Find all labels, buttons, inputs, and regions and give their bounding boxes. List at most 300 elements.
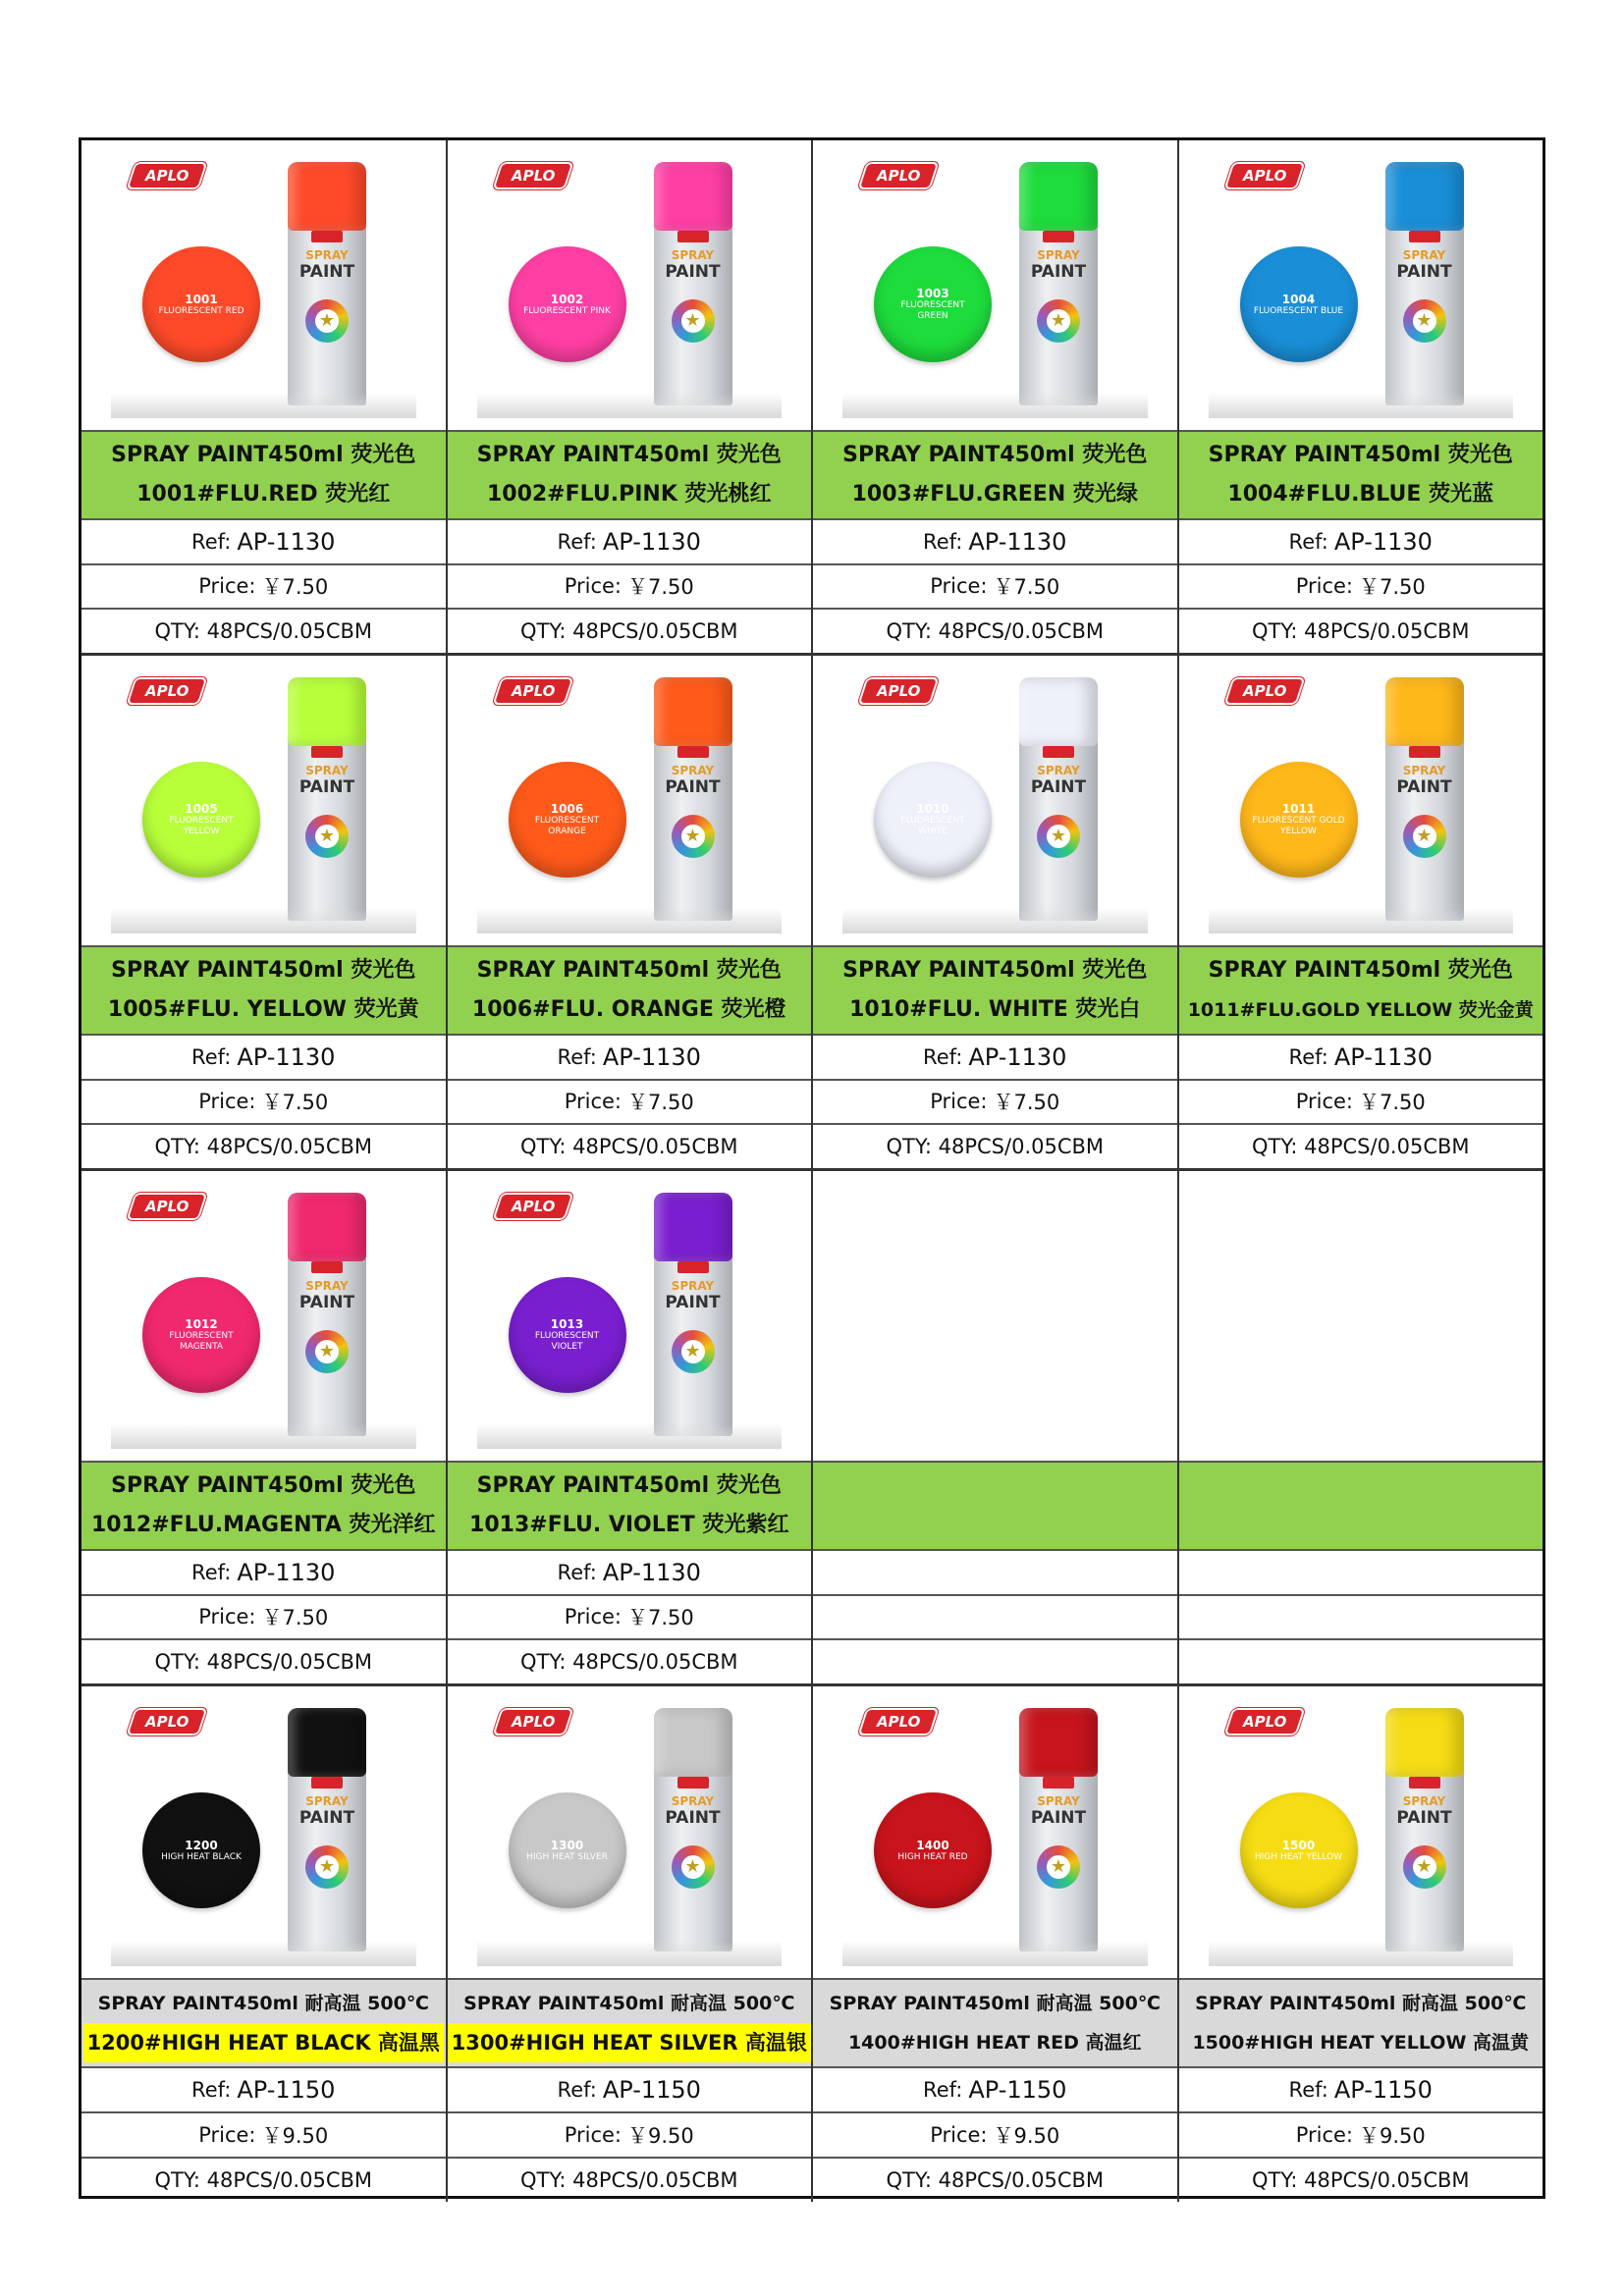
ref-value: AP-1130: [968, 1042, 1067, 1071]
can-paint-text: PAINT: [1396, 1808, 1452, 1828]
can-body: [288, 1769, 366, 1951]
spray-can: [1385, 162, 1464, 405]
shelf-reflection: [477, 1423, 783, 1449]
qty-value: QTY: 48PCS/0.05CBM: [886, 619, 1105, 644]
qty-value: QTY: 48PCS/0.05CBM: [886, 2168, 1105, 2192]
qty-value: QTY: 48PCS/0.05CBM: [886, 1135, 1105, 1159]
product-name-line1: SPRAY PAINT450ml 荧光色: [476, 958, 782, 984]
can-cap: [1385, 162, 1464, 231]
product-name-line2: 1300#HIGH HEAT SILVER 高温银: [448, 2023, 811, 2062]
can-paint-text: PAINT: [1030, 262, 1087, 282]
price-value: ￥7.50: [261, 575, 329, 600]
swatch-label: HIGH HEAT YELLOW: [1254, 1851, 1343, 1862]
swatch-label: HIGH HEAT RED: [897, 1851, 968, 1862]
price-label: Price:: [1295, 574, 1354, 599]
price-value: ￥7.50: [993, 575, 1060, 600]
star-emblem-icon: ★: [1403, 299, 1446, 343]
product-name-line1: SPRAY PAINT450ml 荧光色: [842, 958, 1148, 984]
price-label: Price:: [930, 1090, 988, 1114]
can-paint-text: PAINT: [1030, 777, 1087, 797]
price-label: Price:: [198, 1605, 256, 1629]
product-cell: [811, 656, 1177, 1168]
price-value: ￥9.50: [1359, 2124, 1426, 2148]
qty-row: [813, 1125, 1177, 1168]
product-image: [81, 1686, 446, 1980]
product-cell: [81, 1686, 446, 2202]
can-body: [654, 223, 732, 405]
product-name-line2: 1012#FLU.MAGENTA 荧光洋红: [90, 1513, 436, 1538]
product-cell: [1177, 1686, 1543, 2202]
product-catalog-table: [79, 137, 1545, 2199]
spray-can: [654, 162, 732, 405]
swatch-label: FLUORESCENT RED: [158, 305, 244, 316]
swatch-label: FLUORESCENT MAGENTA: [169, 1331, 234, 1352]
price-label: Price:: [198, 2123, 256, 2147]
star-emblem-icon: ★: [305, 815, 349, 858]
price-row: [813, 1596, 1177, 1641]
star-emblem-icon: ★: [305, 1330, 349, 1373]
aplo-logo-text: APLO: [1242, 682, 1286, 700]
color-swatch: [874, 1792, 992, 1908]
swatch-code: 1500: [1281, 1838, 1316, 1852]
product-name-line2: 1200#HIGH HEAT BLACK 高温黑: [83, 2023, 444, 2062]
aplo-logo: [1226, 164, 1303, 187]
price-row: [1179, 2113, 1543, 2159]
product-image: [813, 1686, 1177, 1980]
price-value: ￥7.50: [627, 1091, 694, 1115]
ref-label: Ref:: [191, 1560, 232, 1584]
swatch-code: 1300: [550, 1838, 584, 1852]
swatch-code: 1010: [916, 802, 949, 816]
ref-label: Ref:: [557, 2078, 597, 2102]
product-cell: [81, 140, 446, 653]
spray-can: [1019, 1708, 1098, 1951]
can-spray-text: SPRAY: [1402, 248, 1446, 262]
aplo-logo-text: APLO: [511, 167, 555, 185]
product-name-line2: 1002#FLU.PINK 荧光桃红: [486, 482, 772, 507]
can-paint-text: PAINT: [298, 1293, 355, 1312]
swatch-label: FLUORESCENT VIOLET: [534, 1331, 600, 1352]
ref-row: [81, 520, 446, 565]
can-body: [288, 223, 366, 405]
catalog-row-3: [81, 1171, 1543, 1686]
price-label: Price:: [1295, 1090, 1354, 1114]
can-brand-logo: [677, 1261, 709, 1273]
swatch-label: HIGH HEAT SILVER: [526, 1851, 608, 1862]
ref-row: [81, 1551, 446, 1596]
product-image: [1179, 140, 1543, 432]
ref-label: Ref:: [191, 529, 232, 554]
can-brand-logo: [677, 1777, 709, 1789]
product-name-line1: SPRAY PAINT450ml 耐高温 500℃: [97, 1993, 429, 2014]
product-name-line1: SPRAY PAINT450ml 耐高温 500℃: [829, 1993, 1161, 2014]
can-cap: [1019, 677, 1098, 746]
star-emblem-icon: ★: [305, 299, 349, 343]
qty-value: QTY: 48PCS/0.05CBM: [519, 1135, 738, 1159]
star-emblem-icon: ★: [1403, 1845, 1446, 1889]
swatch-code: 1012: [185, 1317, 218, 1331]
qty-row: [1179, 610, 1543, 653]
star-emblem-icon: ★: [672, 815, 715, 858]
empty-image-area: [1179, 1171, 1543, 1463]
can-spray-text: SPRAY: [1037, 764, 1080, 777]
price-row: [448, 565, 812, 611]
shelf-reflection: [111, 908, 416, 934]
product-name-band: [81, 432, 446, 519]
product-name-line2: 1400#HIGH HEAT RED 高温红: [847, 2032, 1142, 2054]
spray-can: [654, 1708, 732, 1951]
color-swatch: [142, 762, 260, 878]
can-body: [654, 1254, 732, 1436]
can-body: [654, 738, 732, 921]
product-name-line2: 1011#FLU.GOLD YELLOW 荧光金黄: [1187, 999, 1534, 1022]
qty-row: [1179, 1125, 1543, 1168]
shelf-reflection: [477, 908, 783, 934]
price-row: [448, 1596, 812, 1641]
color-swatch: [509, 762, 626, 878]
shelf-reflection: [111, 1423, 416, 1449]
product-name-line1: SPRAY PAINT450ml 荧光色: [111, 443, 416, 468]
product-name-line2: 1001#FLU.RED 荧光红: [136, 482, 391, 507]
qty-value: QTY: 48PCS/0.05CBM: [1251, 619, 1470, 644]
aplo-logo: [129, 164, 205, 187]
ref-row: [813, 2068, 1177, 2113]
ref-value: AP-1130: [602, 1558, 701, 1586]
product-name-band: [81, 1463, 446, 1550]
price-row: [81, 2113, 446, 2159]
ref-row: [1179, 1036, 1543, 1081]
can-paint-text: PAINT: [1030, 1808, 1087, 1828]
ref-row: [81, 1036, 446, 1081]
product-name-line2: 1006#FLU. ORANGE 荧光橙: [471, 997, 786, 1023]
price-row: [81, 1596, 446, 1641]
swatch-code: 1400: [916, 1838, 949, 1852]
product-name-line1: SPRAY PAINT450ml 耐高温 500℃: [463, 1993, 795, 2014]
aplo-logo-text: APLO: [876, 682, 921, 700]
can-cap: [1019, 162, 1098, 231]
ref-value: AP-1130: [968, 527, 1067, 556]
price-row: [1179, 565, 1543, 611]
product-cell: [1177, 656, 1543, 1168]
product-name-band: [448, 432, 812, 519]
catalog-row-4: [81, 1686, 1543, 2202]
shelf-reflection: [111, 393, 416, 418]
color-swatch: [1240, 1792, 1358, 1908]
price-value: ￥9.50: [627, 2124, 694, 2148]
price-value: ￥7.50: [1359, 575, 1426, 600]
can-brand-logo: [1409, 231, 1440, 242]
price-row: [448, 2113, 812, 2159]
color-swatch: [509, 1277, 626, 1393]
aplo-logo: [1226, 679, 1303, 703]
price-value: ￥7.50: [627, 1606, 694, 1630]
product-name-band: [448, 1980, 812, 2068]
can-body: [1019, 223, 1098, 405]
aplo-logo-text: APLO: [144, 682, 189, 700]
price-value: ￥7.50: [993, 1091, 1060, 1115]
qty-value: QTY: 48PCS/0.05CBM: [519, 2168, 738, 2192]
aplo-logo: [495, 1710, 571, 1734]
can-spray-text: SPRAY: [305, 1794, 349, 1808]
aplo-logo-text: APLO: [876, 167, 921, 185]
ref-label: Ref:: [923, 2078, 963, 2102]
can-body: [288, 738, 366, 921]
product-cell: [446, 656, 812, 1168]
qty-row: [448, 2159, 812, 2202]
qty-row: [813, 610, 1177, 653]
product-name-band: [81, 947, 446, 1035]
can-spray-text: SPRAY: [305, 764, 349, 777]
catalog-row-2: [81, 656, 1543, 1171]
star-emblem-icon: ★: [672, 1845, 715, 1889]
can-paint-text: PAINT: [298, 1808, 355, 1828]
product-name-band: [1179, 432, 1543, 519]
qty-row: [448, 1125, 812, 1168]
product-image: [448, 656, 812, 947]
ref-row: [1179, 1551, 1543, 1596]
product-name-band: [448, 1463, 812, 1550]
star-emblem-icon: ★: [1037, 299, 1080, 343]
swatch-code: 1002: [550, 292, 584, 306]
spray-can: [654, 677, 732, 921]
qty-value: QTY: 48PCS/0.05CBM: [1251, 1135, 1470, 1159]
empty-image-area: [813, 1171, 1177, 1463]
shelf-reflection: [477, 393, 783, 418]
product-name-line1: SPRAY PAINT450ml 耐高温 500℃: [1195, 1993, 1527, 2014]
can-body: [1019, 738, 1098, 921]
qty-value: QTY: 48PCS/0.05CBM: [1251, 2168, 1470, 2192]
color-swatch: [142, 246, 260, 362]
price-value: ￥7.50: [1359, 1091, 1426, 1115]
ref-label: Ref:: [923, 1044, 963, 1069]
product-cell: [446, 1171, 812, 1683]
product-name-band: [813, 1980, 1177, 2068]
shelf-reflection: [1209, 908, 1514, 934]
aplo-logo-text: APLO: [876, 1713, 921, 1731]
can-body: [1019, 1769, 1098, 1951]
can-cap: [654, 677, 732, 746]
swatch-code: 1006: [550, 802, 584, 816]
can-spray-text: SPRAY: [1402, 764, 1446, 777]
shelf-reflection: [1209, 1941, 1514, 1966]
spray-can: [1019, 677, 1098, 921]
product-cell: [811, 1686, 1177, 2202]
can-brand-logo: [1043, 231, 1074, 242]
ref-label: Ref:: [191, 1044, 232, 1069]
product-name-band: [1179, 1980, 1543, 2068]
color-swatch: [874, 246, 992, 362]
star-emblem-icon: ★: [305, 1845, 349, 1889]
product-cell: [811, 140, 1177, 653]
aplo-logo-text: APLO: [511, 1198, 555, 1215]
can-spray-text: SPRAY: [305, 1279, 349, 1293]
can-spray-text: SPRAY: [671, 248, 715, 262]
product-name-line2: 1004#FLU.BLUE 荧光蓝: [1227, 482, 1494, 507]
price-row: [813, 2113, 1177, 2159]
aplo-logo: [129, 1710, 205, 1734]
ref-value: AP-1150: [1333, 2076, 1433, 2104]
price-label: Price:: [198, 1090, 256, 1114]
can-brand-logo: [311, 1777, 343, 1789]
ref-row: [1179, 520, 1543, 565]
can-cap: [654, 162, 732, 231]
shelf-reflection: [1209, 393, 1514, 418]
product-cell: [81, 1171, 446, 1683]
swatch-label: FLUORESCENT GOLD YELLOW: [1252, 816, 1345, 836]
price-label: Price:: [564, 574, 623, 599]
product-image: [81, 1171, 446, 1463]
qty-value: QTY: 48PCS/0.05CBM: [154, 619, 373, 644]
swatch-label: FLUORESCENT ORANGE: [534, 816, 600, 836]
ref-label: Ref:: [557, 1044, 597, 1069]
can-body: [1385, 223, 1464, 405]
qty-row: [1179, 1640, 1543, 1683]
ref-value: AP-1130: [1333, 527, 1433, 556]
aplo-logo: [129, 1195, 205, 1218]
ref-label: Ref:: [557, 529, 597, 554]
price-value: ￥7.50: [627, 575, 694, 600]
can-brand-logo: [311, 231, 343, 242]
price-row: [81, 1081, 446, 1126]
color-swatch: [1240, 246, 1358, 362]
product-image: [448, 140, 812, 432]
shelf-reflection: [842, 393, 1148, 418]
product-cell: [446, 140, 812, 653]
spray-can: [288, 677, 366, 921]
product-name-line2: 1003#FLU.GREEN 荧光绿: [851, 482, 1138, 507]
aplo-logo-text: APLO: [144, 1713, 189, 1731]
qty-row: [448, 1640, 812, 1683]
product-name-band: [448, 947, 812, 1035]
product-name-band: [813, 432, 1177, 519]
star-emblem-icon: ★: [672, 1330, 715, 1373]
star-emblem-icon: ★: [672, 299, 715, 343]
spray-can: [288, 162, 366, 405]
product-name-line2: 1013#FLU. VIOLET 荧光紫红: [469, 1513, 789, 1538]
can-brand-logo: [1409, 746, 1440, 758]
swatch-label: FLUORESCENT PINK: [523, 305, 611, 316]
ref-row: [81, 2068, 446, 2113]
ref-label: Ref:: [1288, 529, 1328, 554]
ref-row: [448, 2068, 812, 2113]
swatch-label: HIGH HEAT BLACK: [161, 1851, 242, 1862]
aplo-logo: [129, 679, 205, 703]
can-cap: [288, 1193, 366, 1261]
ref-value: AP-1130: [237, 1558, 336, 1586]
can-brand-logo: [1043, 1777, 1074, 1789]
price-value: ￥7.50: [261, 1606, 329, 1630]
can-brand-logo: [677, 746, 709, 758]
swatch-label: FLUORESCENT GREEN: [900, 300, 965, 321]
color-swatch: [1240, 762, 1358, 878]
product-cell: [81, 656, 446, 1168]
product-name-line1: SPRAY PAINT450ml 荧光色: [476, 443, 782, 468]
qty-value: QTY: 48PCS/0.05CBM: [154, 1650, 373, 1675]
product-name-line1: SPRAY PAINT450ml 荧光色: [111, 958, 416, 984]
empty-product-cell: [811, 1171, 1177, 1683]
color-swatch: [142, 1277, 260, 1393]
ref-row: [813, 520, 1177, 565]
product-name-band: [813, 947, 1177, 1035]
can-paint-text: PAINT: [298, 777, 355, 797]
shelf-reflection: [842, 908, 1148, 934]
swatch-code: 1004: [1281, 292, 1316, 306]
color-swatch: [874, 762, 992, 878]
product-cell: [1177, 140, 1543, 653]
qty-row: [448, 610, 812, 653]
qty-row: [81, 1640, 446, 1683]
aplo-logo-text: APLO: [1242, 167, 1286, 185]
ref-value: AP-1130: [602, 527, 701, 556]
price-value: ￥7.50: [261, 1091, 329, 1115]
aplo-logo: [860, 679, 937, 703]
ref-row: [448, 1551, 812, 1596]
can-paint-text: PAINT: [1396, 262, 1452, 282]
ref-value: AP-1150: [968, 2076, 1067, 2104]
star-emblem-icon: ★: [1037, 815, 1080, 858]
ref-value: AP-1150: [602, 2076, 701, 2104]
price-label: Price:: [564, 1605, 623, 1629]
can-brand-logo: [1409, 1777, 1440, 1789]
shelf-reflection: [477, 1941, 783, 1966]
product-image: [81, 656, 446, 947]
qty-row: [1179, 2159, 1543, 2202]
star-emblem-icon: ★: [1403, 815, 1446, 858]
catalog-row-1: [81, 140, 1543, 656]
swatch-code: 1005: [185, 802, 218, 816]
can-brand-logo: [311, 1261, 343, 1273]
can-paint-text: PAINT: [665, 777, 721, 797]
ref-value: AP-1130: [237, 1042, 336, 1071]
color-swatch: [509, 246, 626, 362]
product-image: [813, 656, 1177, 947]
qty-row: [81, 1125, 446, 1168]
ref-label: Ref:: [1288, 2078, 1328, 2102]
can-cap: [654, 1708, 732, 1777]
color-swatch: [142, 1792, 260, 1908]
product-image: [1179, 656, 1543, 947]
ref-value: AP-1150: [237, 2076, 336, 2104]
product-name-band: [1179, 947, 1543, 1035]
price-row: [81, 565, 446, 611]
spray-can: [1385, 1708, 1464, 1951]
product-name-line1: SPRAY PAINT450ml 荧光色: [1208, 443, 1513, 468]
aplo-logo: [1226, 1710, 1303, 1734]
product-name-line2: 1500#HIGH HEAT YELLOW 高温黄: [1192, 2032, 1530, 2054]
ref-row: [448, 520, 812, 565]
can-spray-text: SPRAY: [671, 764, 715, 777]
can-brand-logo: [1043, 746, 1074, 758]
qty-value: QTY: 48PCS/0.05CBM: [154, 2168, 373, 2192]
spray-can: [654, 1193, 732, 1436]
can-body: [288, 1254, 366, 1436]
qty-value: QTY: 48PCS/0.05CBM: [154, 1135, 373, 1159]
aplo-logo: [495, 679, 571, 703]
product-name-line1: SPRAY PAINT450ml 荧光色: [1208, 958, 1513, 984]
qty-row: [81, 610, 446, 653]
ref-label: Ref:: [191, 2078, 232, 2102]
can-spray-text: SPRAY: [1037, 248, 1080, 262]
price-row: [448, 1081, 812, 1126]
spray-can: [288, 1708, 366, 1951]
can-paint-text: PAINT: [665, 1808, 721, 1828]
aplo-logo: [495, 164, 571, 187]
qty-row: [813, 2159, 1177, 2202]
price-row: [813, 565, 1177, 611]
swatch-code: 1011: [1281, 802, 1316, 816]
product-name-band: [813, 1463, 1177, 1550]
qty-row: [81, 2159, 446, 2202]
